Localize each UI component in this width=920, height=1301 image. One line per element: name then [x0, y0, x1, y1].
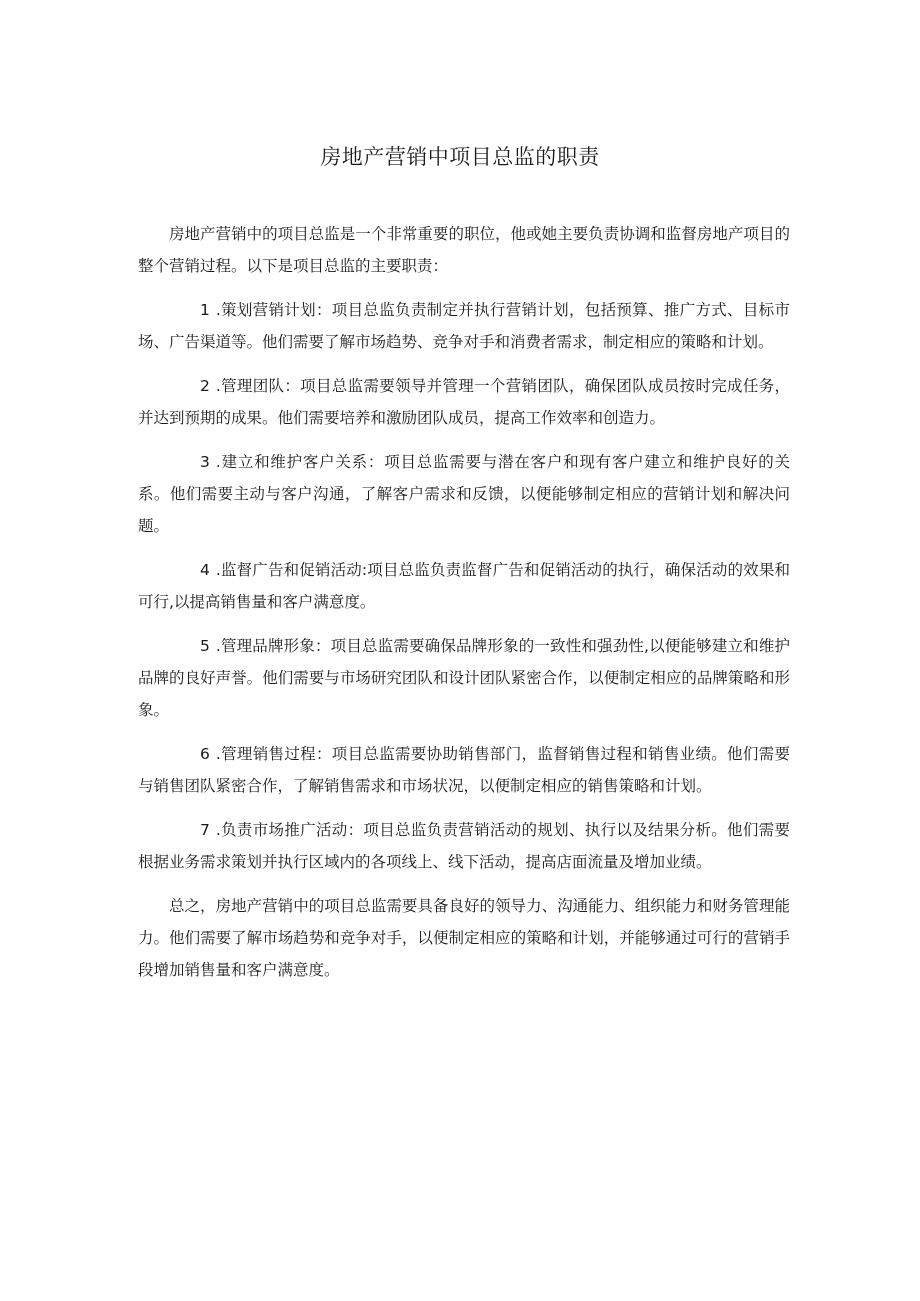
document-body — [138, 218, 790, 998]
duty-number: 5 — [200, 637, 210, 655]
duty-item-2 — [138, 370, 790, 434]
duty-text: .监督广告和促销活动:项目总监负责监督广告和促销活动的执行，确保活动的效果和可行,以提高销售量和客户满意度。 — [138, 561, 790, 611]
duty-item-7 — [138, 814, 790, 878]
duty-item-5 — [138, 630, 790, 726]
duty-number: 3 — [200, 453, 210, 471]
intro-paragraph: 房地产营销中的项目总监是一个非常重要的职位，他或她主要负责协调和监督房地产项目的整个营销过程。以下是项目总监的主要职责： — [138, 225, 790, 275]
duty-text: .建立和维护客户关系：项目总监需要与潜在客户和现有客户建立和维护良好的关系。他们需要主动与客户沟通，了解客户需求和反馈，以便能够制定相应的营销计划和解决问题。 — [138, 453, 790, 535]
duty-item-4 — [138, 554, 790, 618]
duty-text: .策划营销计划：项目总监负责制定并执行营销计划，包括预算、推广方式、目标市场、广告渠道等。他们需要了解市场趋势、竞争对手和消费者需求，制定相应的策略和计划。 — [138, 301, 790, 351]
conclusion-paragraph: 总之，房地产营销中的项目总监需要具备良好的领导力、沟通能力、组织能力和财务管理能力。他们需要了解市场趋势和竞争对手，以便制定相应的策略和计划，并能够通过可行的营销手段增加销售量和客户满意度。 — [138, 897, 790, 979]
duty-text: .负责市场推广活动：项目总监负责营销活动的规划、执行以及结果分析。他们需要根据业务需求策划并执行区域内的各项线上、线下活动，提高店面流量及增加业绩。 — [138, 821, 790, 871]
document-title: 房地产营销中项目总监的职责 — [320, 145, 600, 169]
duty-item-6 — [138, 738, 790, 802]
duty-number: 7 — [200, 821, 210, 839]
duty-number: 2 — [200, 377, 210, 395]
duty-text: .管理团队：项目总监需要领导并管理一个营销团队，确保团队成员按时完成任务，并达到预期的成果。他们需要培养和激励团队成员，提高工作效率和创造力。 — [138, 377, 790, 427]
duty-text: .管理品牌形象：项目总监需要确保品牌形象的一致性和强劲性,以便能够建立和维护品牌的良好声誉。他们需要与市场研究团队和设计团队紧密合作，以便制定相应的品牌策略和形象。 — [138, 637, 790, 719]
duty-number: 4 — [200, 561, 210, 579]
duty-number: 6 — [200, 745, 210, 763]
duty-item-3 — [138, 446, 790, 542]
duty-text: .管理销售过程：项目总监需要协助销售部门，监督销售过程和销售业绩。他们需要与销售团队紧密合作，了解销售需求和市场状况，以便制定相应的销售策略和计划。 — [138, 745, 790, 795]
duty-number: 1 — [200, 301, 210, 319]
duty-item-1 — [138, 294, 790, 358]
